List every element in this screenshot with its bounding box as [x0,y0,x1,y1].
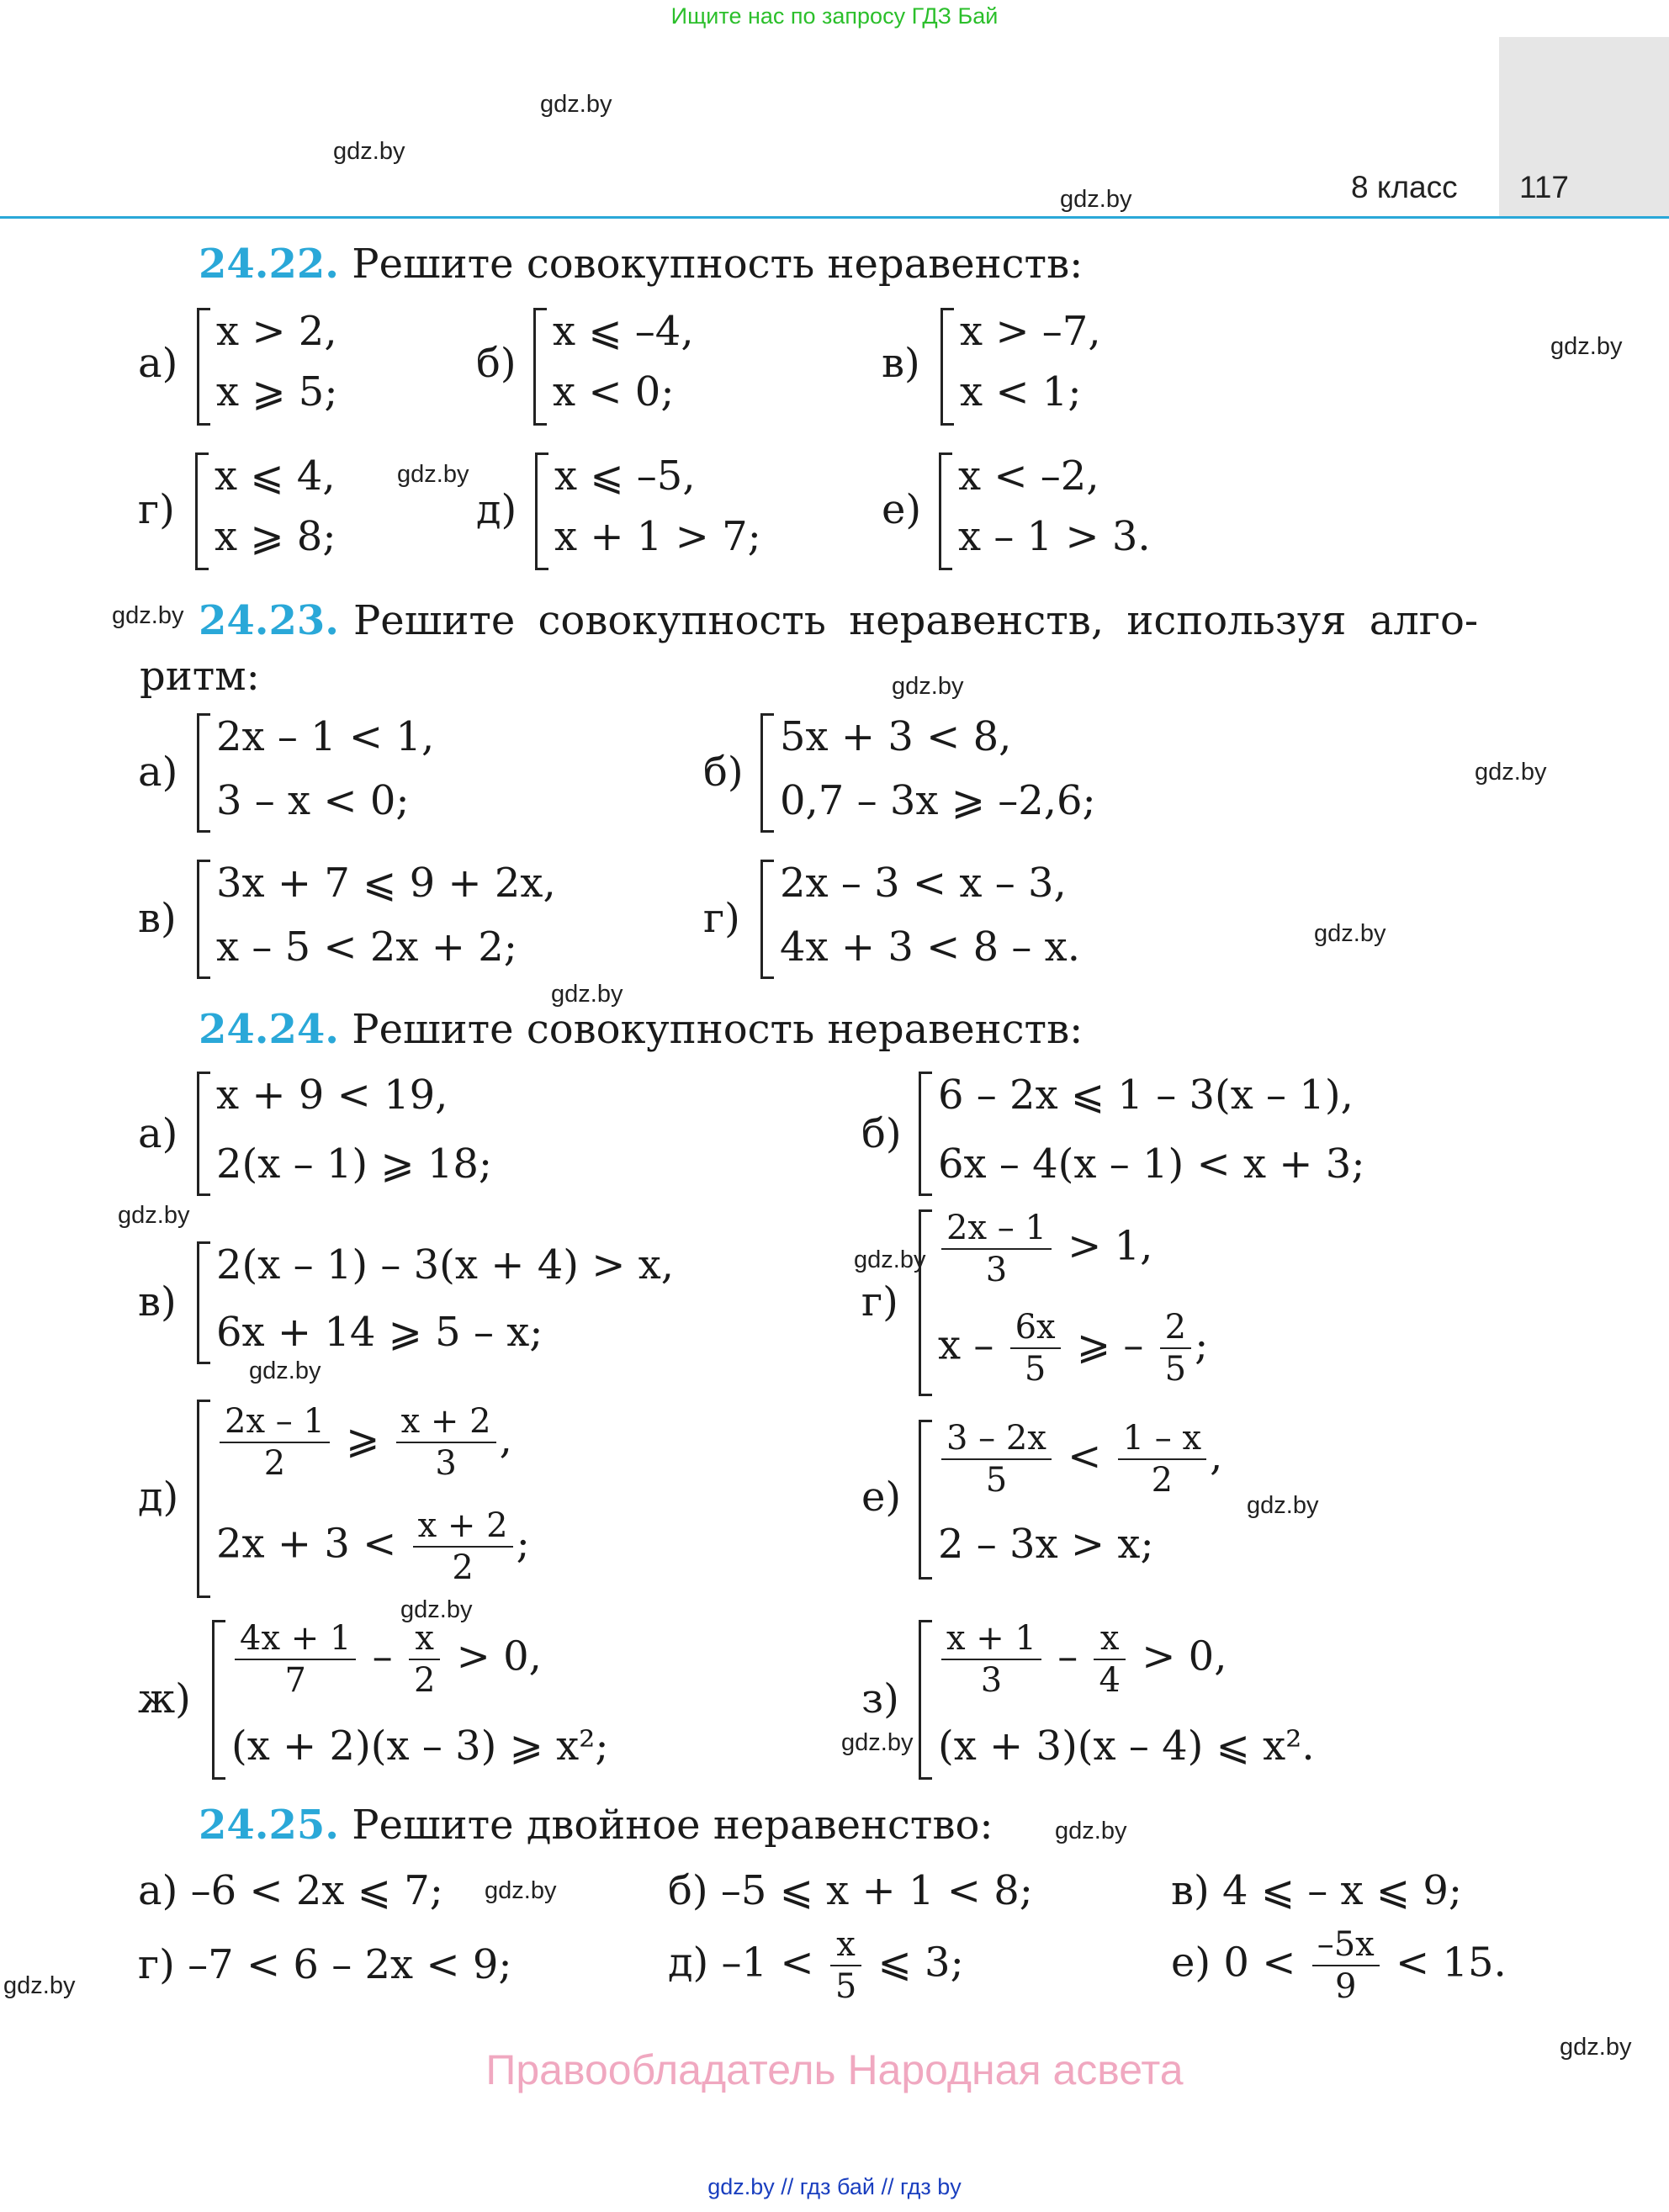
watermark: gdz.by [540,91,612,118]
inequality-system [195,452,363,570]
double-inequality: д) –1 < $\frac{x}{5}$ ⩽ 3; [668,1925,964,2006]
inequality-system [940,308,1109,426]
inequality: 2(x – 1) ⩾ 18; [216,1140,493,1188]
grade-label: 8 класс [1351,170,1458,204]
inequality-system [197,1072,500,1196]
inequality: x + 1 > 7; [554,513,761,560]
watermark: gdz.by [1475,759,1547,786]
exercise-title: Решите совокупность неравенств: [352,1006,1084,1053]
watermark: gdz.by [1055,1818,1127,1844]
top-banner[interactable]: Ищите нас по запросу ГДЗ Бай [670,3,999,29]
inequality: 4x + 3 < 8 – x. [780,923,1080,971]
inequality: 6x – 4(x – 1) < x + 3; [938,1140,1365,1188]
item-label: г) [138,486,175,533]
inequality: $\frac{4x + 1}{7}$ – $\frac{x}{2}$ > 0, [231,1620,542,1699]
item-label: з) [861,1675,899,1723]
exercise-number: 24.23. [199,597,340,644]
item-label: д) [668,1939,709,1987]
inequality: 2(x – 1) – 3(x + 4) > x, [216,1241,675,1289]
inequality-system [919,1209,1272,1396]
fraction: $\frac{1 - x}{2}$ [1118,1420,1206,1499]
inequality: x ⩽ 4, [215,452,336,500]
inequality: x – 5 < 2x + 2; [216,923,517,971]
fraction: $\frac{2x - 1}{3}$ [941,1209,1052,1289]
double-inequality: е) 0 < $\frac{-5x}{9}$ < 15. [1171,1925,1507,2006]
footer-links[interactable]: gdz.by // гдз бай // гдз by [707,2174,962,2199]
item-label: б) [668,1867,708,1914]
fraction: $\frac{x}{2}$ [409,1620,440,1699]
watermark: gdz.by [841,1729,914,1756]
fraction: $\frac{2}{5}$ [1160,1309,1191,1388]
inequality: 2x – 1 < 1, [216,713,435,760]
item-label: а) [138,1110,178,1157]
inequality-system [197,308,365,426]
double-inequality [138,1867,443,1914]
double-inequality [668,1867,1033,1914]
item-label: ж) [138,1675,191,1723]
fraction: $\frac{x}{5}$ [830,1926,861,2005]
inequality-system [939,452,1149,570]
inequality: x > –7, [960,308,1101,355]
item-label: а) [138,340,178,387]
item-label: б) [476,340,517,387]
item-label: б) [861,1110,902,1157]
exercise-2425-heading [199,1802,993,1849]
inequality: 2x – 3 < x – 3, [780,860,1067,907]
item-label: д) [138,1474,179,1521]
inequality: –6 < 2x ⩽ 7; [190,1867,443,1914]
exercise-2424-heading [199,1006,1083,1053]
inequality: $\frac{2x - 1}{2}$ ⩾ $\frac{x + 2}{3}$ , [216,1403,512,1482]
inequality: 3x + 7 ⩽ 9 + 2x, [216,860,556,907]
inequality: 5x + 3 < 8, [780,713,1012,760]
inequality: x < 0; [553,368,675,415]
inequality: x > 2, [216,308,337,355]
item-label: в) [1171,1867,1210,1914]
watermark: gdz.by [3,1972,76,1999]
watermark: gdz.by [854,1246,926,1273]
watermark: gdz.by [118,1202,190,1229]
watermark: gdz.by [485,1877,557,1904]
inequality: –7 < 6 – 2x < 9; [188,1941,512,1988]
item-label: в) [138,895,177,942]
exercise-2422-heading [199,241,1083,288]
inequality: x ⩽ –5, [554,452,696,500]
item-label: е) [1171,1939,1211,1987]
watermark: gdz.by [892,673,964,700]
watermark: gdz.by [333,138,405,165]
copyright-notice: Правообладатель Народная асвета [485,2046,1184,2093]
inequality: x ⩾ 8; [215,513,336,560]
fraction: $\frac{6x}{5}$ [1010,1309,1061,1388]
fraction: $\frac{2x - 1}{2}$ [220,1403,330,1482]
watermark: gdz.by [1314,920,1386,947]
inequality: $\frac{2x - 1}{3}$ > 1, [938,1209,1152,1289]
inequality: $\frac{x + 1}{3}$ – $\frac{x}{4}$ > 0, [938,1620,1227,1699]
item-label: а) [138,749,178,796]
watermark: gdz.by [400,1596,473,1623]
inequality: x – $\frac{6x}{5}$ ⩾ – $\frac{2}{5}$ ; [938,1308,1209,1389]
item-label: г) [138,1941,175,1988]
watermark: gdz.by [1247,1492,1319,1519]
exercise-title: Решите совокупность неравенств: [352,241,1084,288]
double-inequality [1171,1867,1462,1914]
inequality: 3 – x < 0; [216,777,410,824]
inequality: 0,7 – 3x ⩾ –2,6; [780,777,1096,824]
item-label: в) [882,340,920,387]
item-label: г) [703,895,740,942]
item-label: а) [138,1867,178,1914]
item-label: е) [861,1474,902,1521]
inequality: x + 9 < 19, [216,1072,448,1119]
inequality: 6 – 2x ⩽ 1 – 3(x – 1), [938,1072,1354,1119]
inequality-system [197,1400,567,1598]
inequality: (x + 3)(x – 4) ⩽ x². [938,1723,1315,1770]
fraction: $\frac{x + 2}{2}$ [413,1507,513,1586]
fraction: $\frac{x + 1}{3}$ [941,1620,1041,1699]
page-number: 117 [1519,170,1569,204]
double-inequality [138,1941,512,1988]
exercise-number: 24.24. [199,1006,340,1053]
exercise-2423-heading [199,597,339,644]
exercise-title: Решите двойное неравенство: [352,1802,993,1849]
item-label: в) [138,1278,177,1326]
inequality: x < 1; [960,368,1082,415]
inequality-system [197,860,556,979]
item-label: г) [861,1278,898,1326]
watermark: gdz.by [551,981,623,1008]
inequality-system [760,860,1097,979]
item-label: д) [476,486,517,533]
fraction: $\frac{4x + 1}{7}$ [235,1620,356,1699]
inequality: x < –2, [958,452,1099,500]
header-rule [0,216,1669,219]
fraction: $\frac{x + 2}{3}$ [396,1403,496,1482]
inequality: 6x + 14 ⩾ 5 – x; [216,1309,543,1356]
inequality: x – 1 > 3. [958,513,1151,560]
watermark: gdz.by [1550,333,1623,360]
watermark: gdz.by [112,602,184,629]
exercise-number: 24.22. [199,241,340,288]
inequality-system [197,713,449,833]
inequality: $\frac{3 - 2x}{5}$ < $\frac{1 - x}{2}$ , [938,1420,1222,1499]
inequality: 2 – 3x > x; [938,1521,1154,1568]
exercise-title: Решите совокупность неравенств, используя алго- [353,597,1479,644]
inequality: x ⩽ –4, [553,308,694,355]
inequality: 4 ⩽ – x ⩽ 9; [1222,1867,1463,1914]
exercise-number: 24.25. [199,1802,340,1849]
inequality-system [919,1620,1356,1780]
item-label: б) [703,749,744,796]
fraction: $\frac{-5x}{9}$ [1312,1926,1380,2005]
watermark: gdz.by [397,461,469,488]
inequality: (x + 2)(x – 3) ⩾ x²; [231,1723,609,1770]
watermark: gdz.by [249,1357,321,1384]
inequality: 2x + 3 < $\frac{x + 2}{2}$ ; [216,1506,530,1587]
item-label: е) [882,486,922,533]
watermark: gdz.by [1560,2034,1632,2061]
inequality-system [197,1241,702,1364]
fraction: $\frac{x}{4}$ [1094,1620,1125,1699]
inequality-system [919,1072,1390,1196]
inequality-system [535,452,761,570]
inequality-system [533,308,702,426]
exercise-title-cont: ритм: [140,653,260,700]
inequality: –5 ⩽ x + 1 < 8; [720,1867,1033,1914]
inequality: x ⩾ 5; [216,368,338,415]
fraction: $\frac{3 - 2x}{5}$ [941,1420,1052,1499]
inequality-system [212,1620,649,1780]
watermark: gdz.by [1060,186,1132,213]
inequality-system [760,713,1131,833]
inequality-system [919,1420,1272,1580]
